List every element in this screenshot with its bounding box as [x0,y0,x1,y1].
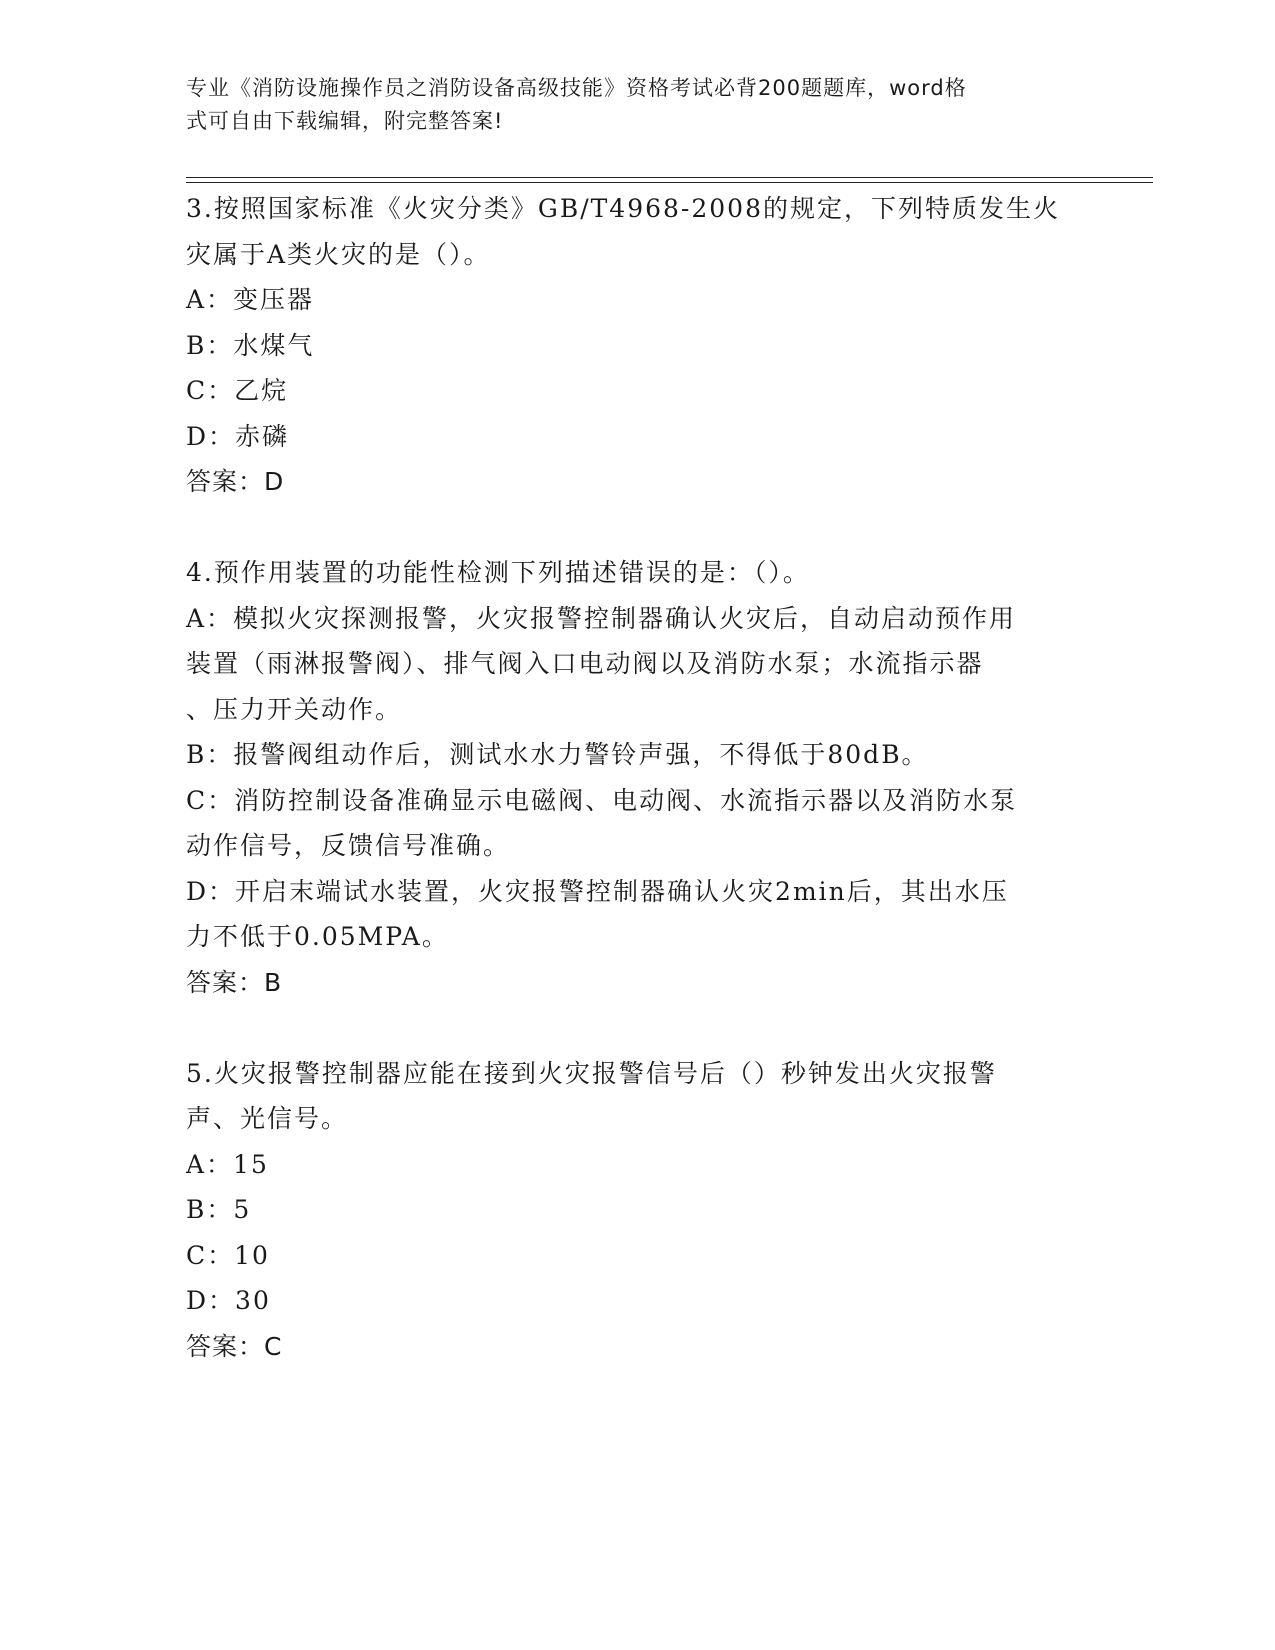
document-header [186,72,1066,138]
question-text [186,186,1086,277]
question-list [186,186,1086,1369]
option-a [186,596,1086,733]
answer-line: 答案：D [186,467,285,496]
option-d: D：30 [186,1286,271,1315]
option-line: A：模拟火灾探测报警，火灾报警控制器确认火灾后，自动启动预作用 [186,603,1017,633]
question-spacer [186,505,1086,551]
option-b: B：水煤气 [186,330,315,360]
option-c: C：乙烷 [186,376,289,405]
question-spacer [186,1005,1086,1051]
answer-line: 答案：C [186,1331,283,1361]
option-d: D：赤磷 [186,421,290,451]
question-text [186,1051,1086,1142]
question-3 [186,186,1086,505]
question-text [186,550,1086,596]
option-line: 动作信号，反馈信号准确。 [186,831,511,860]
question-4 [186,550,1086,1005]
option-c: C：10 [186,1240,270,1270]
option-line: D：开启末端试水装置，火灾报警控制器确认火灾2min后，其出水压 [186,876,1009,906]
answer-line: 答案：B [186,967,283,997]
header-rule-top [186,177,1153,178]
question-text-line: 灾属于A类火灾的是（）。 [186,239,491,269]
option-line: 力不低于0.05MPA。 [186,922,449,951]
option-line: C：消防控制设备准确显示电磁阀、电动阀、水流指示器以及消防水泵 [186,785,1018,815]
question-text-line: 5.火灾报警控制器应能在接到火灾报警信号后（）秒钟发出火灾报警 [186,1058,997,1088]
option-c [186,778,1086,869]
header-line-1: 专业《消防设施操作员之消防设备高级技能》资格考试必背200题题库，word格 [186,76,967,100]
question-5 [186,1051,1086,1370]
option-d [186,869,1086,960]
option-b: B：5 [186,1195,252,1224]
option-line: 装置（雨淋报警阀）、排气阀入口电动阀以及消防水泵；水流指示器 [186,649,984,678]
option-a: A：变压器 [186,285,315,314]
option-line: 、压力开关动作。 [186,694,403,724]
header-rule-bottom [186,182,1153,183]
header-line-2: 式可自由下载编辑，附完整答案! [186,109,504,133]
option-a: A：15 [186,1149,269,1179]
question-text-line: 声、光信号。 [186,1104,349,1133]
option-b: B：报警阀组动作后，测试水水力警铃声强，不得低于80dB。 [186,740,929,769]
question-text-line: 4.预作用装置的功能性检测下列描述错误的是：（）。 [186,558,810,587]
question-text-line: 3.按照国家标准《火灾分类》GB/T4968-2008的规定，下列特质发生火 [186,194,1060,223]
